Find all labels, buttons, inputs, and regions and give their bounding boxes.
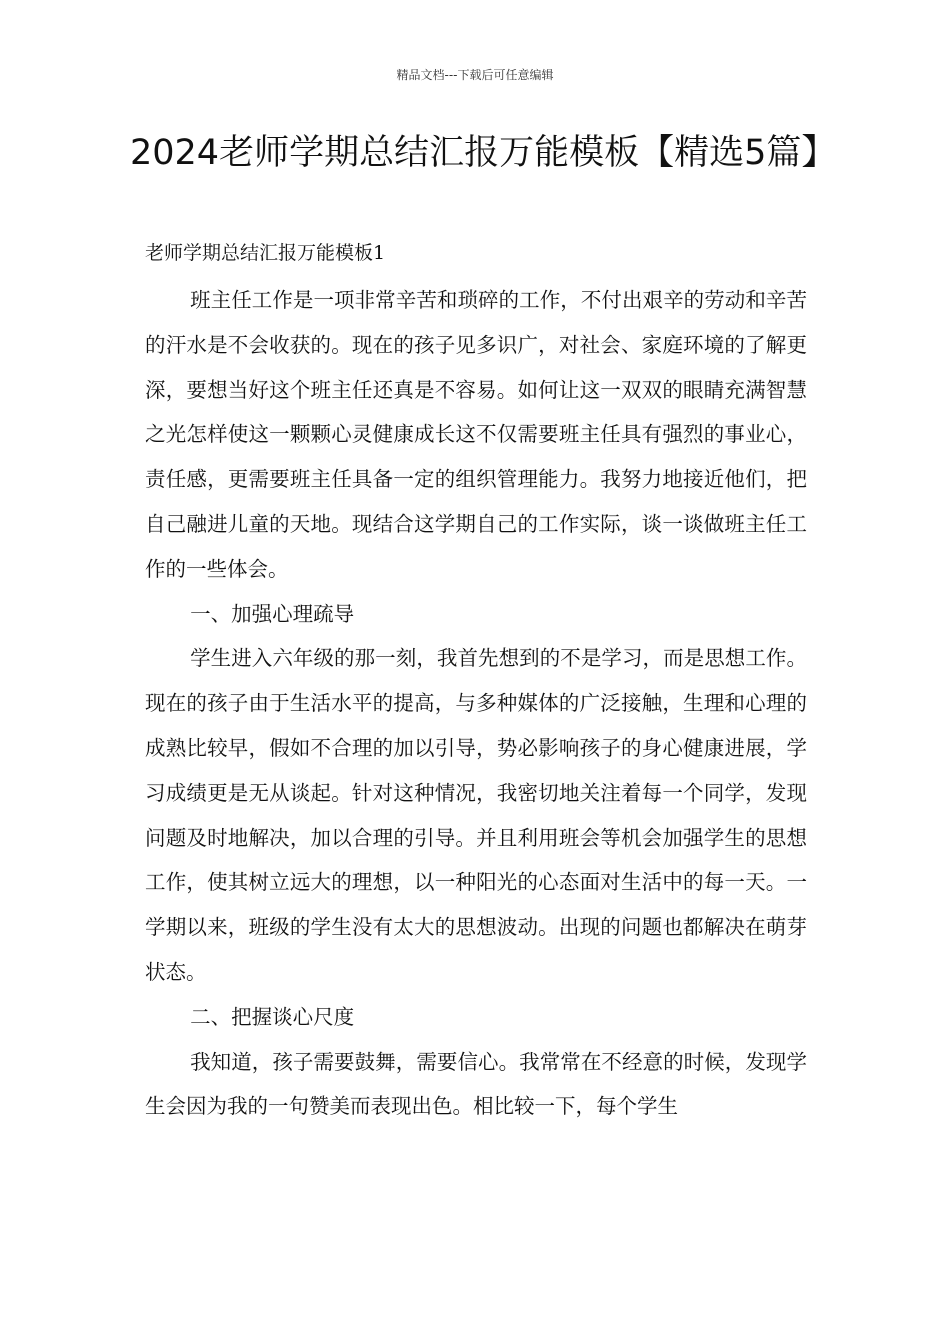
paragraph-intro: 班主任工作是一项非常辛苦和琐碎的工作，不付出艰辛的劳动和辛苦的汗水是不会收获的。现在的孩子见多识广，对社会、家庭环境的了解更深，要想当好这个班主任还真是不容易。如何让这一双双的眼睛充满智慧之光怎样使这一颗颗心灵健康成长这不仅需要班主任具有强烈的事业心，责任感，更需要班主任具备一定的组织管理能力。我努力地接近他们，把自己融进儿童的天地。现结合这学期自己的工作实际，谈一谈做班主任工作的一些体会。 (145, 288, 807, 581)
header-note: 精品文档---下载后可任意编辑 (396, 68, 554, 82)
section-heading-1: 一、加强心理疏导 (190, 601, 355, 626)
paragraph-heart-to-heart: 我知道，孩子需要鼓舞，需要信心。我常常在不经意的时候，发现学生会因为我的一句赞美而表现出色。相比较一下，每个学生 (145, 1049, 807, 1119)
section-subtitle: 老师学期总结汇报万能模板1 (145, 242, 386, 264)
section-heading-2: 二、把握谈心尺度 (190, 1004, 355, 1029)
document-title: 2024老师学期总结汇报万能模板【精选5篇】 (130, 133, 837, 173)
document-body (145, 278, 807, 1129)
paragraph-psychological-guidance: 学生进入六年级的那一刻，我首先想到的不是学习，而是思想工作。现在的孩子由于生活水平的提高，与多种媒体的广泛接触，生理和心理的成熟比较早，假如不合理的加以引导，势必影响孩子的身心健康进展，学习成绩更是无从谈起。针对这种情况，我密切地关注着每一个同学，发现问题及时地解决，加以合理的引导。并且利用班会等机会加强学生的思想工作，使其树立远大的理想，以一种阳光的心态面对生活中的每一天。一学期以来，班级的学生没有太大的思想波动。出现的问题也都解决在萌芽状态。 (145, 646, 807, 984)
